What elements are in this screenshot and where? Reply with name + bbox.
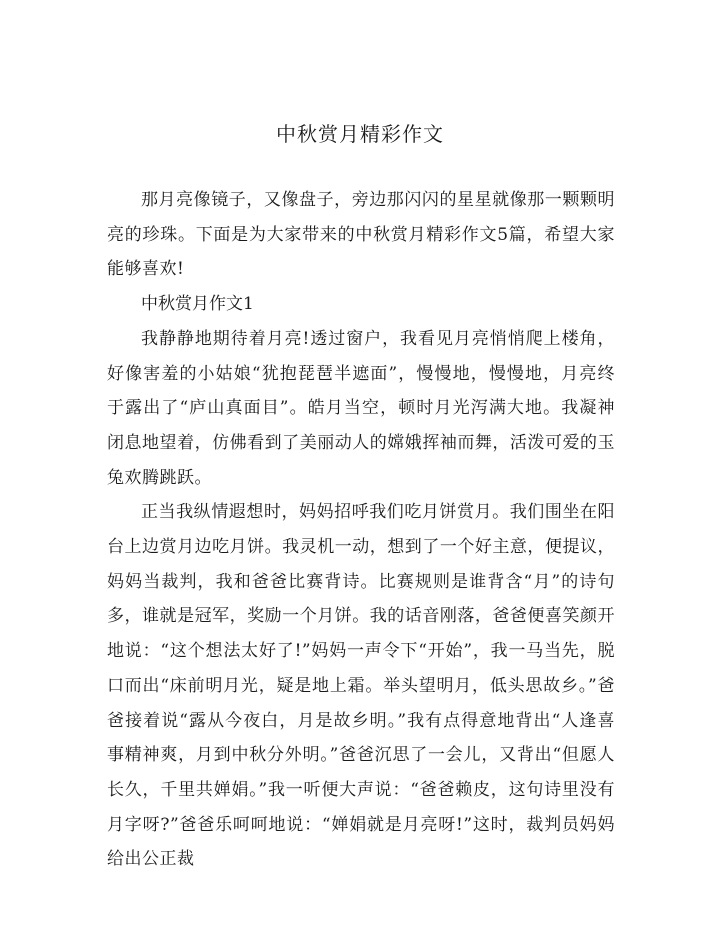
section-heading: 中秋赏月作文1 — [141, 294, 254, 315]
intro-paragraph: 那月亮像镜子，又像盘子，旁边那闪闪的星星就像那一颗颗明亮的珍珠。下面是为大家带来的中秋赏月精彩作文5篇，希望大家能够喜欢! — [107, 190, 615, 280]
body-paragraph-1: 我静静地期待着月亮!透过窗户，我看见月亮悄悄爬上楼角，好像害羞的小姑娘“犹抱琵琶半遮面”，慢慢地，慢慢地，月亮终于露出了“庐山真面目”。皓月当空，顿时月光泻满大地。我凝神闭息地望着，仿佛看到了美丽动人的嫦娥挥袖而舞，活泼可爱的玉兔欢腾跳跃。 — [107, 328, 615, 488]
document-title: 中秋赏月精彩作文 — [276, 122, 444, 146]
document-body — [107, 183, 615, 877]
body-paragraph-2: 正当我纵情遐想时，妈妈招呼我们吃月饼赏月。我们围坐在阳台上边赏月边吃月饼。我灵机一动，想到了一个好主意，便提议，妈妈当裁判，我和爸爸比赛背诗。比赛规则是谁背含“月”的诗句多，谁就是冠军，奖励一个月饼。我的话音刚落，爸爸便喜笑颜开地说：“这个想法太好了!”妈妈一声令下“开始”，我一马当先，脱口而出“床前明月光，疑是地上霜。举头望明月，低头思故乡。”爸爸接着说“露从今夜白，月是故乡明。”我有点得意地背出“人逢喜事精神爽，月到中秋分外明。”爸爸沉思了一会儿，又背出“但愿人长久，千里共婵娟。”我一听便大声说：“爸爸赖皮，这句诗里没有月字呀?”爸爸乐呵呵地说：“婵娟就是月亮呀!”这时，裁判员妈妈给出公正裁 — [107, 502, 615, 870]
